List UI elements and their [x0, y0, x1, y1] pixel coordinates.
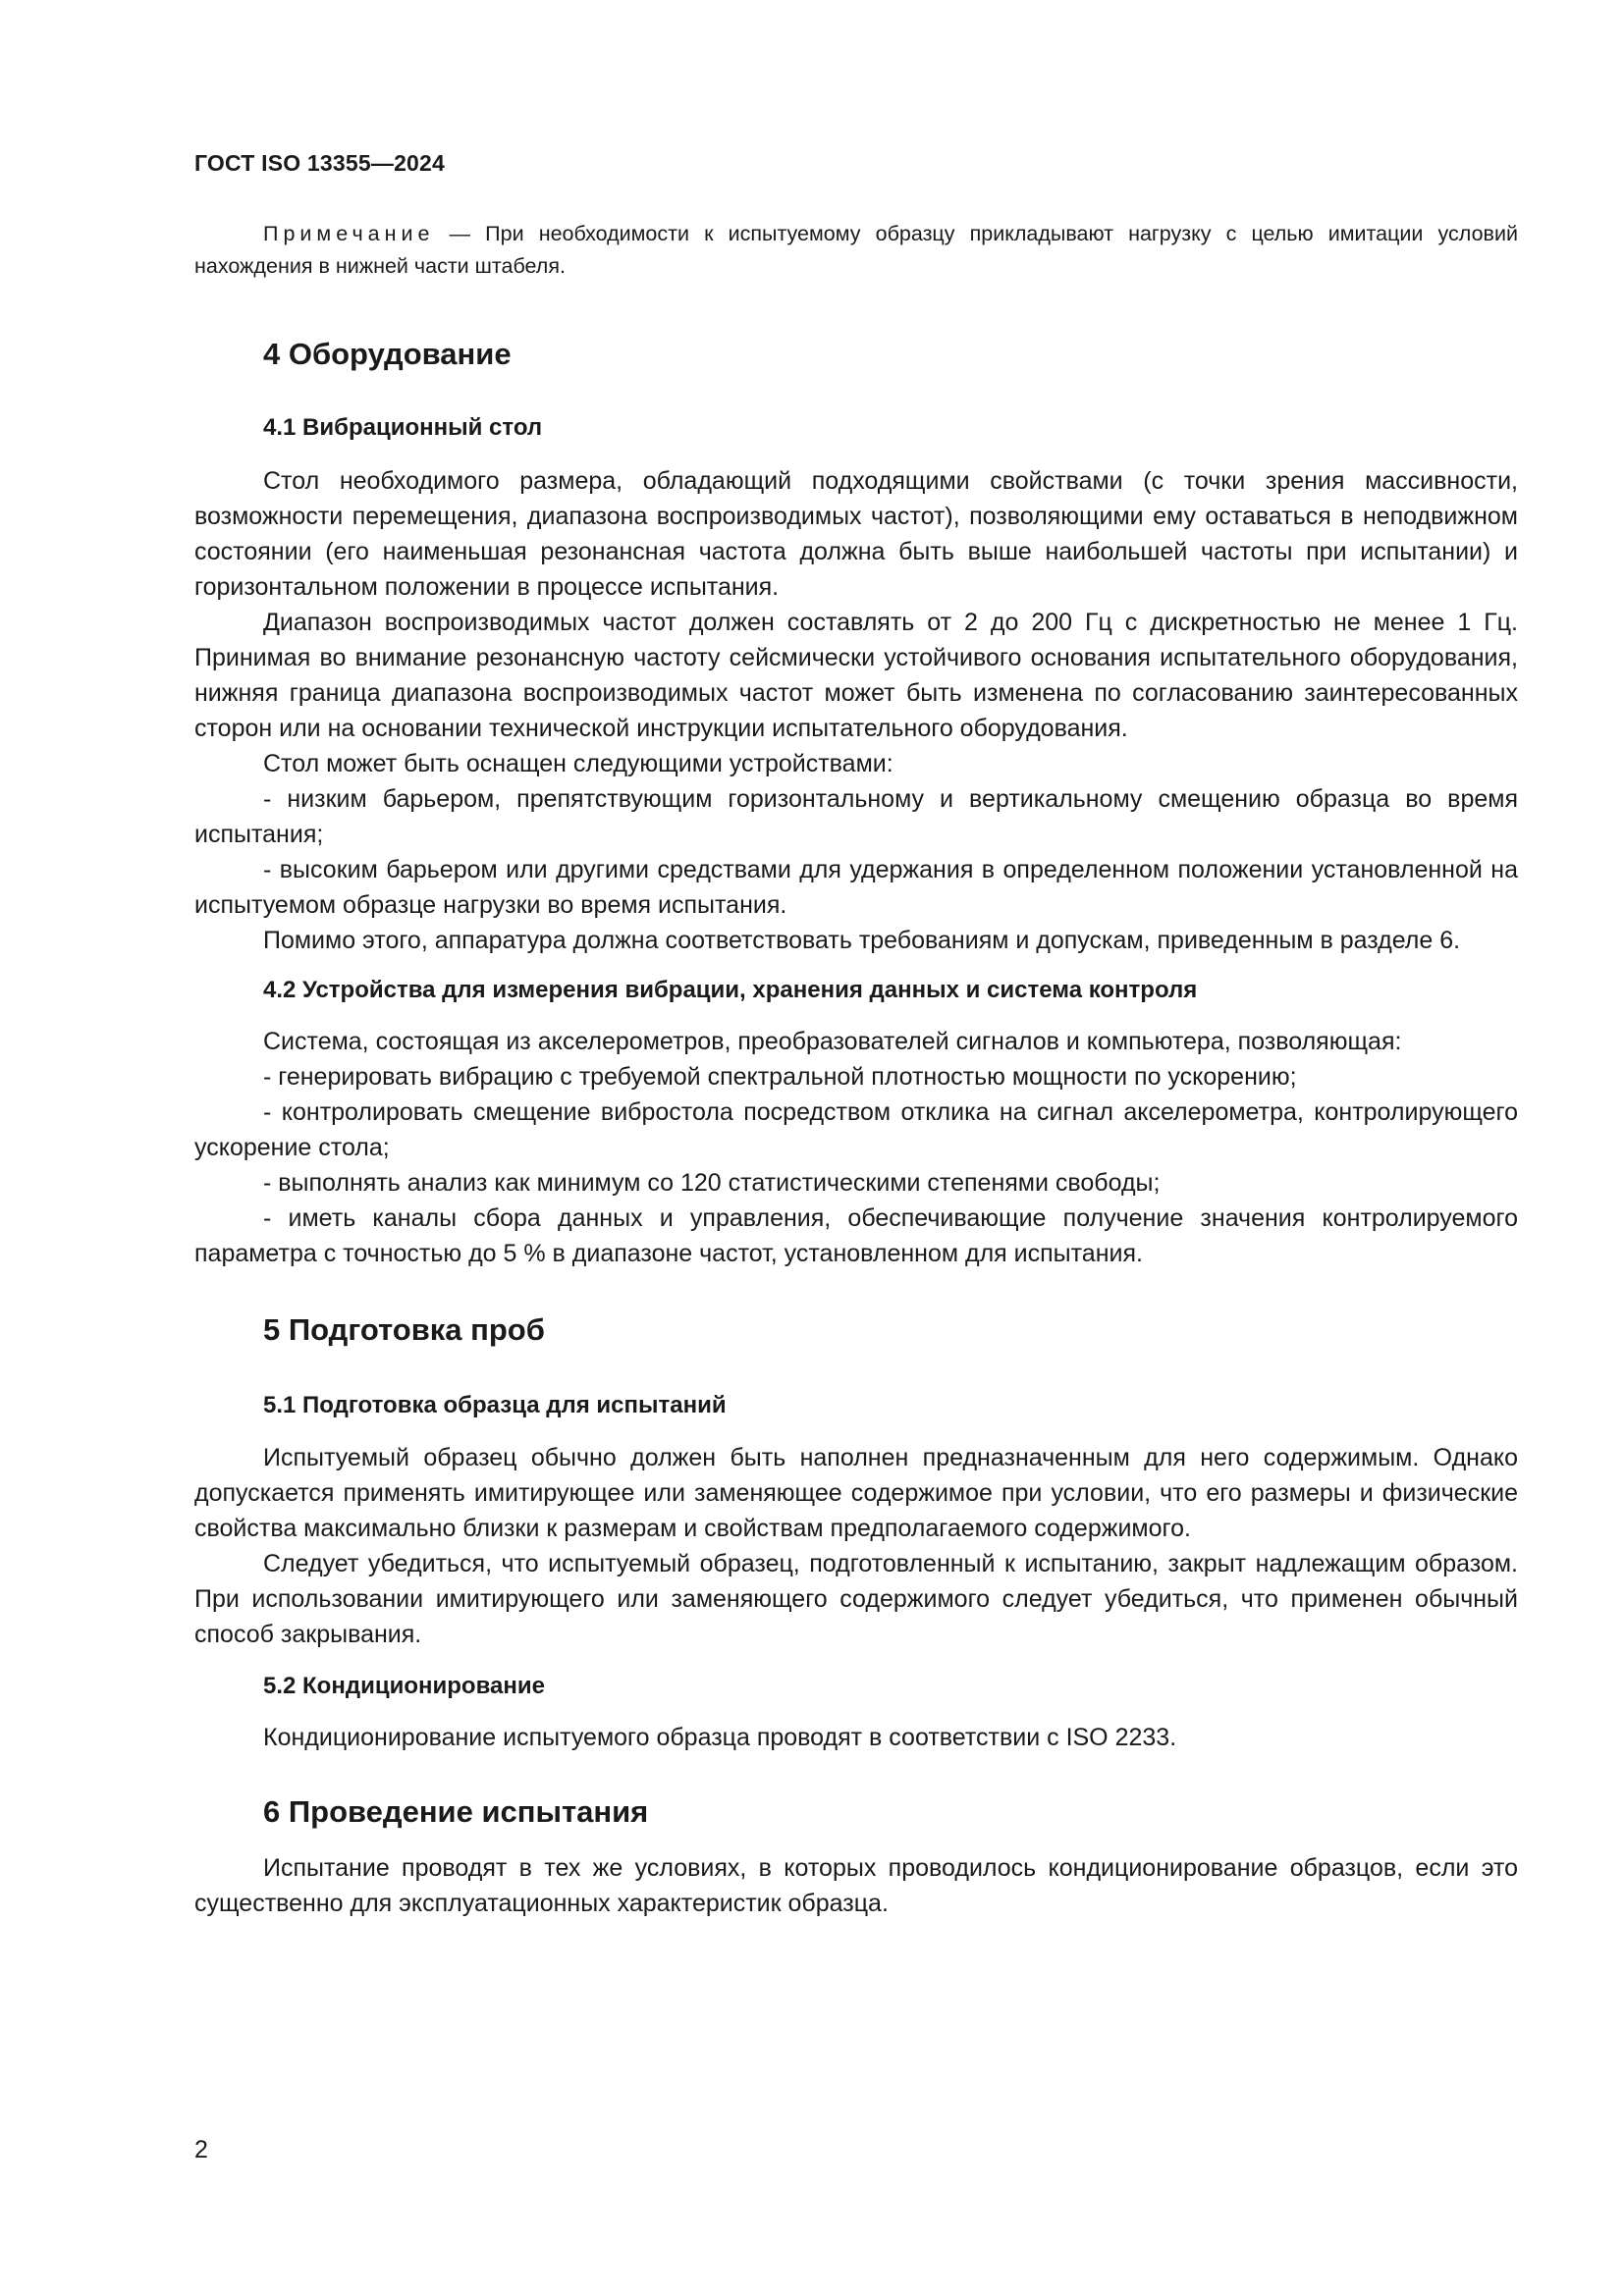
list-item: - низким барьером, препятствующим горизонтальному и вертикальному смещению образца во время испытания;: [194, 785, 1518, 848]
page-number: 2: [194, 2136, 208, 2163]
section-5-heading: 5 Подготовка проб: [263, 1312, 545, 1347]
note-paragraph: [194, 218, 1518, 283]
subsection-4-1-heading: 4.1 Вибрационный стол: [263, 414, 543, 441]
paragraph: Помимо этого, аппаратура должна соответствовать требованиям и допускам, приведенным в разделе 6.: [263, 927, 1461, 954]
section-4-heading: 4 Оборудование: [263, 337, 512, 371]
list-item: - генерировать вибрацию с требуемой спектральной плотностью мощности по ускорению;: [263, 1063, 1297, 1091]
subsection-5-2-heading: 5.2 Кондиционирование: [263, 1673, 545, 1699]
paragraph: Испытание проводят в тех же условиях, в которых проводилось кондиционирование образцов, если это существенно для эксплуатационных характеристик образца.: [194, 1854, 1518, 1917]
note-text: — При необходимости к испытуемому образцу прикладывают нагрузку с целью имитации условий нахождения в нижней части штабеля.: [194, 222, 1518, 278]
section-6-heading: 6 Проведение испытания: [263, 1794, 649, 1829]
list-item: - иметь каналы сбора данных и управления, обеспечивающие получение значения контролируемого параметра с точностью до 5 % в диапазоне частот, установленном для испытания.: [194, 1204, 1518, 1267]
subsection-4-2-heading: 4.2 Устройства для измерения вибрации, хранения данных и система контроля: [263, 977, 1198, 1003]
paragraph: Стол необходимого размера, обладающий подходящими свойствами (с точки зрения массивности, возможности перемещения, диапазона воспроизводимых частот), позволяющими ему оставаться в неподвижном состоянии (его наименьшая резонансная частота должна быть выше наибольшей частоты при испытании) и горизонтальном положении в процессе испытания.: [194, 467, 1518, 601]
document-header: ГОСТ ISO 13355—2024: [194, 150, 446, 176]
paragraph: Следует убедиться, что испытуемый образец, подготовленный к испытанию, закрыт надлежащим образом. При использовании имитирующего или заменяющего содержимого следует убедиться, что применен обычный способ закрывания.: [194, 1550, 1518, 1648]
subsection-5-1-heading: 5.1 Подготовка образца для испытаний: [263, 1392, 727, 1418]
paragraph: Стол может быть оснащен следующими устройствами:: [263, 750, 893, 777]
list-item: - контролировать смещение вибростола посредством отклика на сигнал акселерометра, контролирующего ускорение стола;: [194, 1098, 1518, 1161]
document-body: [194, 218, 1518, 1921]
paragraph: Кондиционирование испытуемого образца проводят в соответствии с ISO 2233.: [263, 1724, 1177, 1751]
paragraph: Система, состоящая из акселерометров, преобразователей сигналов и компьютера, позволяющая:: [263, 1028, 1402, 1055]
list-item: - высоким барьером или другими средствами для удержания в определенном положении установленной на испытуемом образце нагрузки во время испытания.: [194, 856, 1518, 919]
note-label: Примечание: [263, 222, 435, 245]
paragraph: Диапазон воспроизводимых частот должен составлять от 2 до 200 Гц с дискретностью не менее 1 Гц. Принимая во внимание резонансную частоту сейсмически устойчивого основания испытательного оборудования, нижняя граница диапазона воспроизводимых частот может быть изменена по согласованию заинтересованных сторон или на основании технической инструкции испытательного оборудования.: [194, 609, 1518, 742]
paragraph: Испытуемый образец обычно должен быть наполнен предназначенным для него содержимым. Однако допускается применять имитирующее или заменяющее содержимое при условии, что его размеры и физические свойства максимально близки к размерам и свойствам предполагаемого содержимого.: [194, 1444, 1518, 1542]
list-item: - выполнять анализ как минимум со 120 статистическими степенями свободы;: [263, 1169, 1161, 1197]
